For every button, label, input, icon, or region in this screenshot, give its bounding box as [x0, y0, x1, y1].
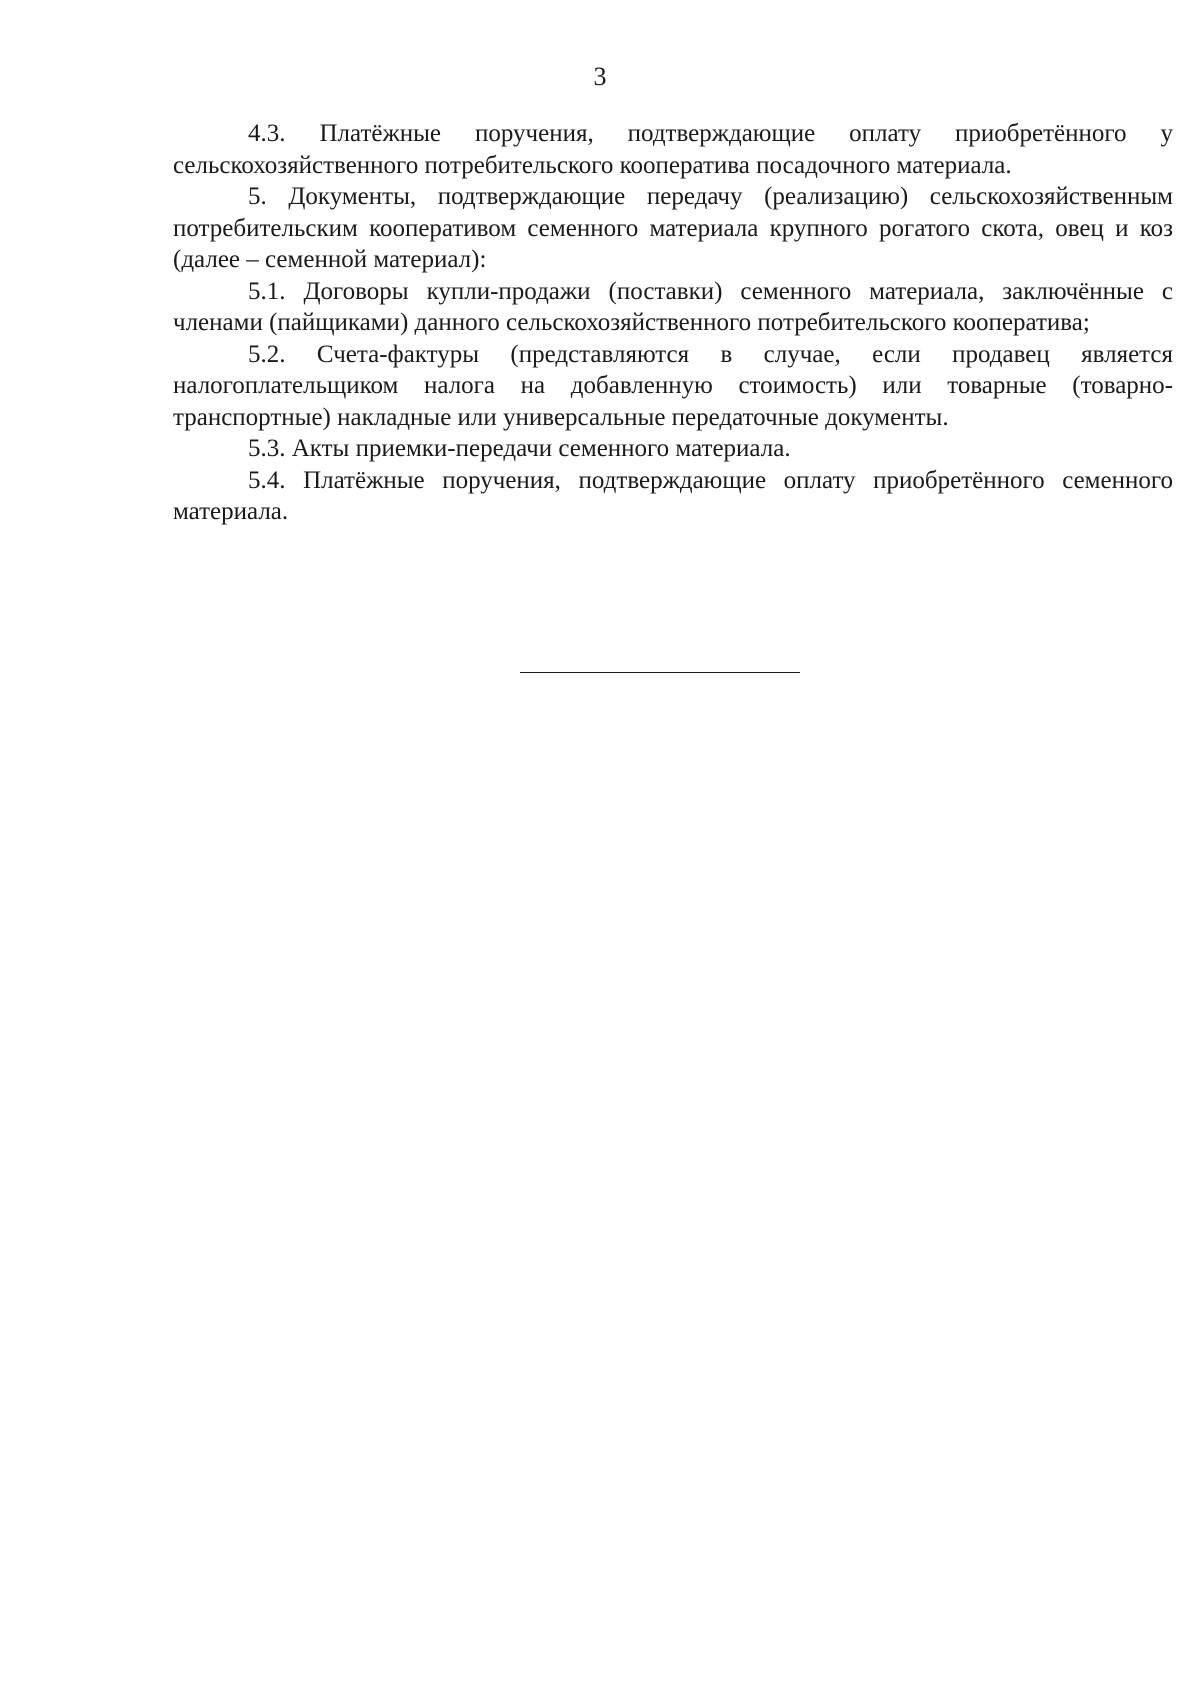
- page-number: 3: [593, 62, 607, 91]
- paragraph-4-3: 4.3. Платёжные поручения, подтверждающие оплату приобретённого у сельскохозяйственного потребительского кооператива посадочного материала.: [173, 120, 1173, 179]
- paragraph-5-1: 5.1. Договоры купли-продажи (поставки) семенного материала, заключённые с членами (пайщиками) данного сельскохозяйственного потребительского кооператива;: [173, 277, 1173, 336]
- paragraph-5-4: 5.4. Платёжные поручения, подтверждающие оплату приобретённого семенного материала.: [173, 466, 1173, 525]
- end-divider-line: [520, 672, 800, 673]
- paragraph-5-3: 5.3. Акты приемки-передачи семенного материала.: [248, 435, 791, 462]
- paragraph-5-2: 5.2. Счета-фактуры (представляются в случае, если продавец является налогоплательщиком налога на добавленную стоимость) или товарные (товарно-транспортные) накладные или универсальные передаточные документы.: [173, 340, 1173, 431]
- paragraph-5: 5. Документы, подтверждающие передачу (реализацию) сельскохозяйственным потребительским кооперативом семенного материала крупного рогатого скота, овец и коз (далее – семенной материал):: [173, 183, 1173, 273]
- document-body: [173, 118, 1173, 528]
